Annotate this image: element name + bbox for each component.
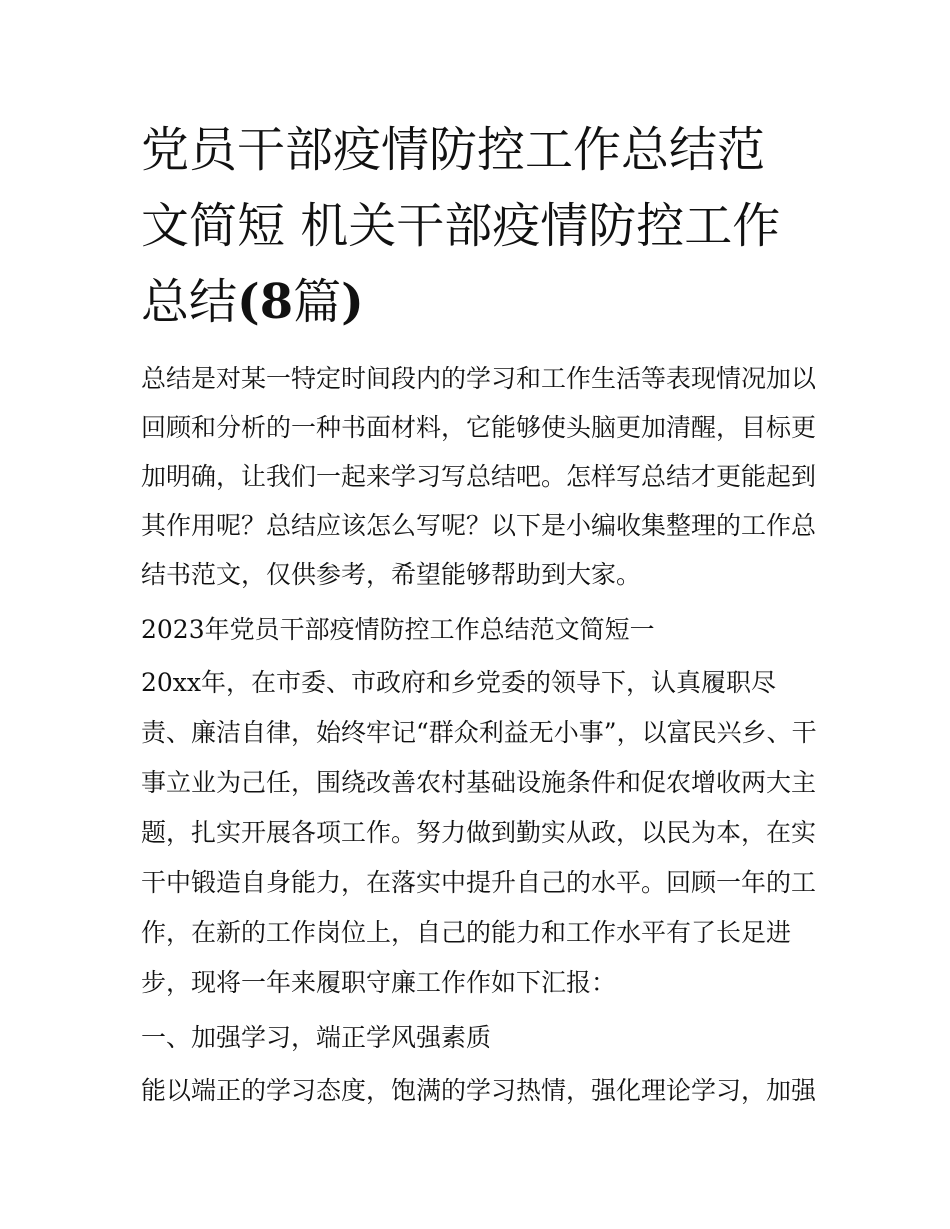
body-line-2: 责、廉洁自律，始终牢记“群众利益无小事”，以富民兴乡、干: [141, 718, 817, 747]
intro-line-2: 回顾和分析的一种书面材料，它能够使头脑更加清醒，目标更: [141, 413, 817, 442]
body-line-5: 干中锻造自身能力，在落实中提升自己的水平。回顾一年的工: [141, 868, 817, 897]
body-line-7: 步，现将一年来履职守廉工作作如下汇报：: [141, 968, 617, 997]
title-line-3-word: 篇: [293, 274, 342, 330]
title-line-3-prefix: 总结: [141, 274, 238, 330]
intro-line-3: 加明确，让我们一起来学习写总结吧。怎样写总结才更能起到: [141, 462, 817, 491]
section-heading: 2023年党员干部疫情防控工作总结范文简短一: [141, 615, 655, 644]
body-line-8: 能以端正的学习态度，饱满的学习热情，强化理论学习，加强: [141, 1076, 817, 1105]
body-line-6: 作，在新的工作岗位上，自己的能力和工作水平有了长足进: [141, 918, 792, 947]
title-line-3-close: ): [341, 274, 364, 330]
intro-line-4: 其作用呢？总结应该怎么写呢？以下是小编收集整理的工作总: [141, 511, 817, 540]
body-line-1: 20xx年，在市委、市政府和乡党委的领导下，认真履职尽: [141, 668, 777, 697]
intro-line-1: 总结是对某一特定时间段内的学习和工作生活等表现情况加以: [141, 364, 817, 393]
document-title-line-3: [141, 272, 364, 332]
title-line-3-open: (8: [237, 274, 294, 330]
subheading: 一、加强学习，端正学风强素质: [141, 1023, 492, 1052]
document-title-line-2: 文简短 机关干部疫情防控工作: [141, 198, 781, 254]
body-line-3: 事立业为己任，围绕改善农村基础设施条件和促农增收两大主: [141, 768, 817, 797]
body-line-4: 题，扎实开展各项工作。努力做到勤实从政，以民为本，在实: [141, 818, 817, 847]
intro-line-5: 结书范文，仅供参考，希望能够帮助到大家。: [141, 560, 642, 589]
document-title-line-1: 党员干部疫情防控工作总结范: [141, 122, 766, 178]
